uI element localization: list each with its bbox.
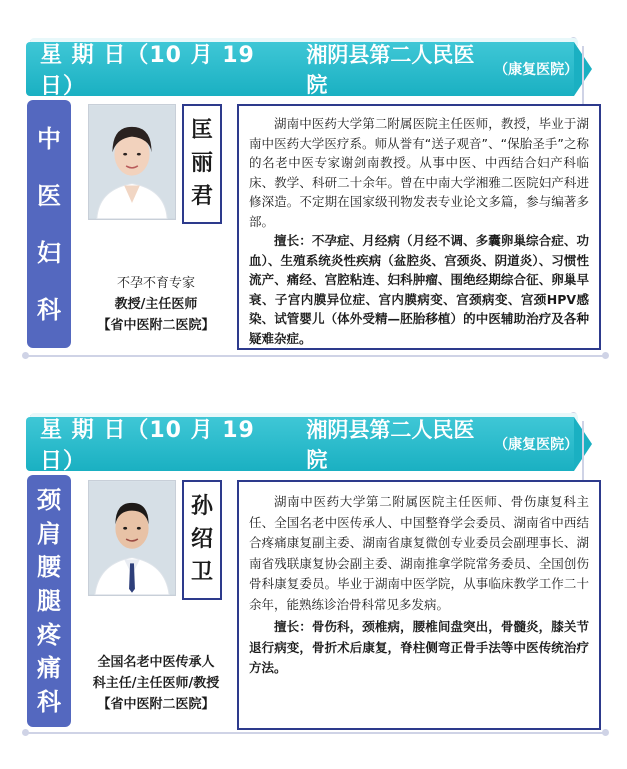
doctor-name [182, 480, 222, 600]
banner-subtitle: （康复医院） [494, 437, 579, 453]
doctor-titles [72, 652, 240, 715]
doctor-card-2 [0, 398, 627, 769]
banner-hospital: 湘阴县第二人民医院 [306, 43, 475, 97]
banner-subtitle: （康复医院） [494, 62, 579, 78]
doctor-description [237, 480, 601, 730]
doctor-photo [88, 480, 176, 596]
department-label [27, 475, 71, 727]
name-char: 丽 [190, 150, 213, 176]
department-char: 腿 [37, 586, 61, 615]
name-char: 卫 [190, 560, 213, 586]
doctor-photo [88, 104, 176, 220]
banner [26, 417, 579, 474]
doctor-title-line: 全国名老中医传承人 [97, 655, 215, 670]
doctor-affiliation: 【省中医附二医院】 [97, 697, 215, 712]
doctor-title-line: 科主任/主任医师/教授 [92, 676, 220, 691]
banner [26, 42, 579, 99]
decor-dot [22, 352, 29, 359]
specialty-label: 擅长： [274, 619, 312, 634]
department-char: 腰 [37, 553, 61, 582]
specialty-label: 擅长： [274, 233, 312, 248]
department-char: 中 [37, 124, 61, 153]
decor-dot [602, 729, 609, 736]
doctor-card-1 [0, 0, 627, 372]
department-char: 疼 [37, 620, 61, 649]
doctor-portrait-icon [89, 481, 175, 595]
specialty-text: 骨伤科，颈椎病，腰椎间盘突出，骨髓炎，膝关节退行病变，骨折术后康复，脊柱侧弯正骨手法等中医传统治疗方法。 [249, 619, 589, 675]
decor-dot [602, 352, 609, 359]
doctor-portrait-icon [89, 105, 175, 219]
department-char: 颈 [37, 485, 61, 514]
name-char: 匡 [190, 117, 213, 143]
department-char: 肩 [37, 519, 61, 548]
banner-date: 星 期 日（10 月 19 日） [40, 418, 255, 474]
name-char: 孙 [190, 493, 213, 519]
department-char: 妇 [37, 238, 61, 267]
banner-date: 星 期 日（10 月 19 日） [40, 43, 255, 99]
doctor-description [237, 104, 601, 350]
doctor-title-line: 不孕不育专家 [116, 276, 195, 291]
decor-dot [22, 729, 29, 736]
department-char: 科 [37, 295, 61, 324]
banner-hospital: 湘阴县第二人民医院 [306, 418, 475, 472]
department-char: 医 [37, 181, 61, 210]
decor-line [27, 732, 607, 734]
doctor-affiliation: 【省中医附二医院】 [97, 318, 215, 333]
department-char: 痛 [37, 654, 61, 683]
decor-line [27, 355, 607, 357]
name-char: 君 [190, 184, 213, 210]
doctor-name [182, 104, 222, 224]
department-char: 科 [37, 688, 61, 717]
doctor-bio: 湖南中医药大学第二附属医院主任医师，教授，毕业于湖南中医药大学医疗系。师从誉有“送子观音”、“保胎圣手”之称的名老中医专家谢剑南教授。从事中医、中西结合妇产科临床、教学、科研二十余年。曾在中南大学湘雅二医院妇产科进修深造。不定期在国家级刊物发表专业论文多篇，参与编著多部。 [249, 116, 589, 229]
doctor-title-line: 教授/主任医师 [114, 297, 198, 312]
department-label [27, 100, 71, 348]
doctor-titles [78, 273, 234, 336]
name-char: 绍 [190, 526, 213, 552]
specialty-text: 不孕症、月经病（月经不调、多囊卵巢综合症、功血）、生殖系统炎性疾病（盆腔炎、宫颈炎、阴道炎）、习惯性流产、痛经、宫腔粘连、妇科肿瘤、围绝经期综合征、卵巢早衰、子宫内膜异位症、宫内膜病变、宫颈病变、宫颈HPV感染、试管婴儿（体外受精—胚胎移植）的中医辅助治疗及各种疑难杂症。 [249, 233, 589, 346]
doctor-bio: 湖南中医药大学第二附属医院主任医师、骨伤康复科主任、全国名老中医传承人、中国整脊学会委员、湖南省中西结合疼痛康复副主委、湖南省康复微创专业委员会副理事长、湖南省残联康复协会副主委、湖南推拿学院常务委员、全国创伤骨科康复委员。毕业于湖南中医学院，从事临床教学工作二十余年，能熟练诊治骨科常见多发病。 [249, 494, 589, 612]
